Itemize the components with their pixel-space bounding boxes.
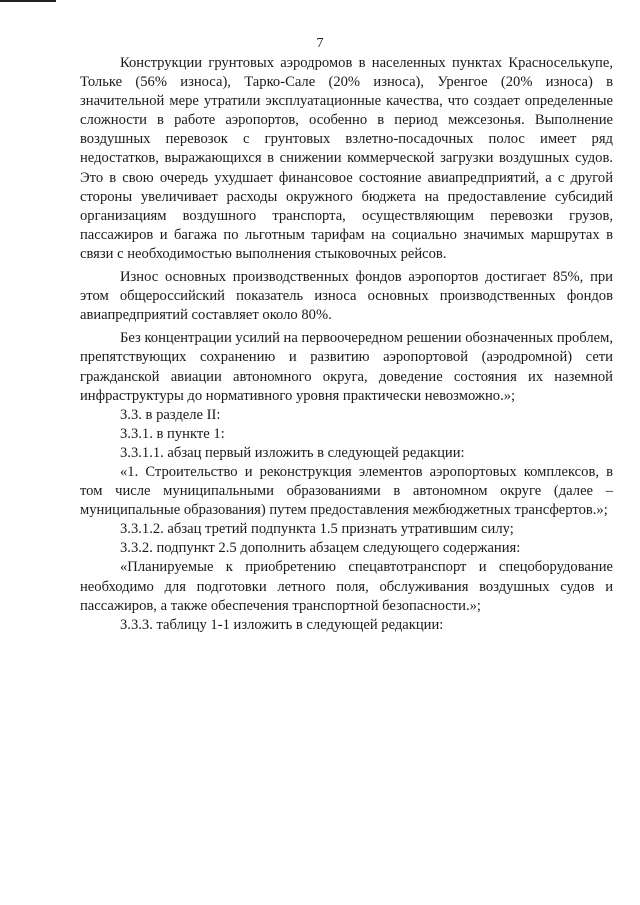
paragraph-equipment-quote: «Планируемые к приобретению спецавтотранспорт и спецоборудование необходимо для подготовки летного поля, обслуживания воздушных судов и пассажиров, а также обеспечения транспортной безопасности.»; [80,559,613,614]
page-number: 7 [316,36,324,51]
paragraph-section-3-3: 3.3. в разделе II: [120,406,221,423]
paragraph-airfield-structures: Конструкции грунтовых аэродромов в населенных пунктах Красноселькупе, Тольке (56% износа), Тарко-Сале (20% износа), Уренгое (20% износа) в значительной мере утратили эксплуатационные качества, что создает определенные сложности в работе аэропортов, особенно в период межсезонья. Выполнение воздушных перевозок с грунтовых взлетно-посадочных полос имеет ряд недостатков, выражающихся в снижении коммерческой загрузки воздушных судов. Это в свою очередь ухудшает финансовое состояние авиапредприятий, а с другой стороны увеличивает расходы окружного бюджета на предоставление субсидий организациям воздушного транспорта, осуществляющим перевозки грузов, пассажиров и багажа по льготным тарифам на социально значимых маршрутах в связи с необходимостью выполнения стыковочных рейсов. [80,55,613,262]
header-rule [0,0,56,2]
paragraph-section-3-3-2: 3.3.2. подпункт 2.5 дополнить абзацем следующего содержания: [120,540,521,557]
paragraph-section-3-3-1-2: 3.3.1.2. абзац третий подпункта 1.5 признать утратившим силу; [120,521,514,538]
paragraph-section-3-3-1-1: 3.3.1.1. абзац первый изложить в следующей редакции: [120,444,465,461]
paragraph-section-3-3-1: 3.3.1. в пункте 1: [120,425,225,442]
document-body [80,54,613,635]
paragraph-construction-quote: «1. Строительство и реконструкция элементов аэропортовых комплексов, в том числе муниципальными образованиями в автономном округе (далее – муниципальные образования) путем предоставления межбюджетных трансфертов.»; [80,463,613,519]
paragraph-section-3-3-3: 3.3.3. таблицу 1-1 изложить в следующей редакции: [120,616,444,633]
paragraph-fixed-assets-wear: Износ основных производственных фондов аэропортов достигает 85%, при этом общероссийский показатель износа основных производственных фондов авиапредприятий составляет около 80%. [80,269,613,324]
paragraph-concentration-efforts: Без концентрации усилий на первоочередном решении обозначенных проблем, препятствующих сохранению и развитию аэропортовой (аэродромной) сети гражданской авиации автономного округа, доведение состояния их наземной инфраструктуры до нормативного уровня практически невозможно.»; [80,330,613,404]
